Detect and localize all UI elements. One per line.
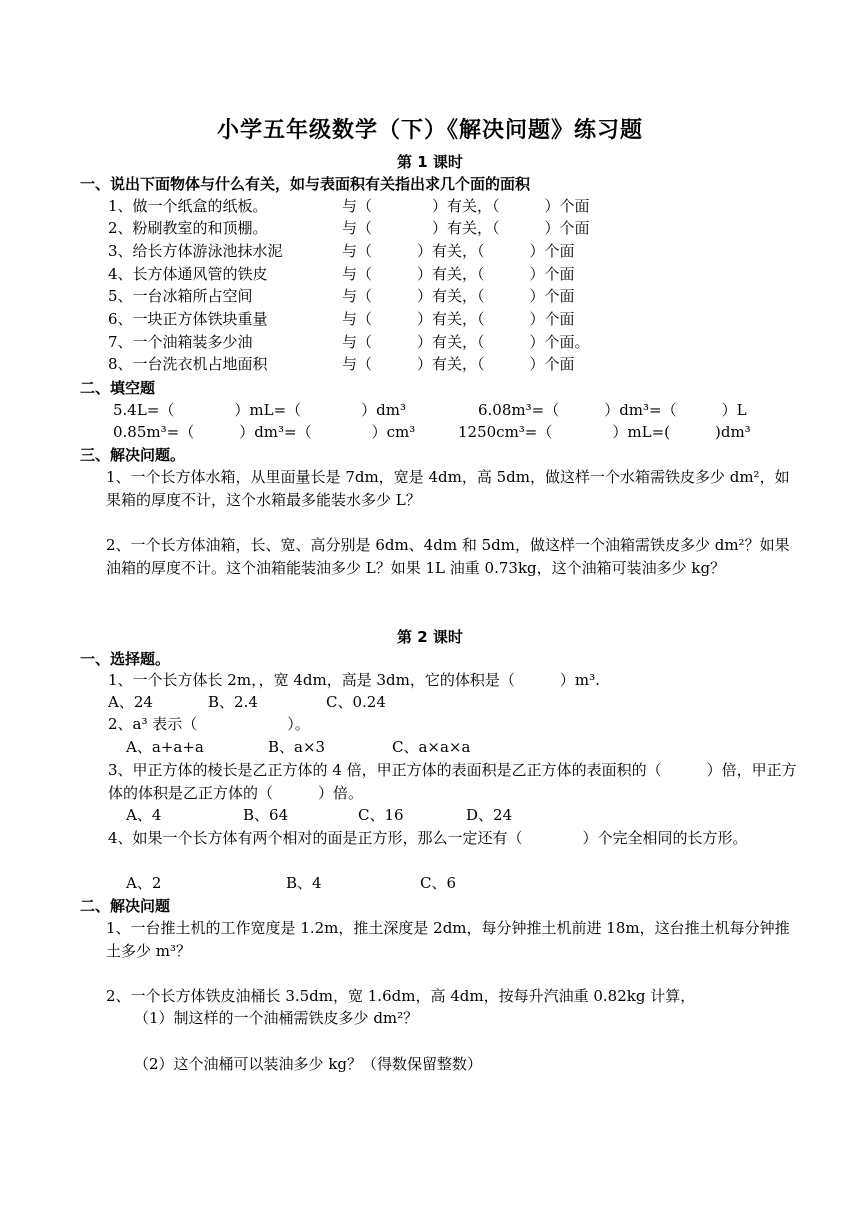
fill-blank-2b: 1250cm³=（ ）mL=( )dm³ [458, 423, 751, 441]
choice-q2-option-c: C、a×a×a [392, 738, 471, 756]
item-8-relation: 与（ ）有关，（ ）个面 [342, 355, 575, 373]
choice-q2-option-a: A、a+a+a [126, 738, 204, 756]
problems-section-heading: 二、解决问题 [80, 897, 171, 915]
item-3-relation: 与（ ）有关，（ ）个面 [342, 242, 575, 260]
page-title: 小学五年级数学（下）《解决问题》练习题 [216, 118, 643, 143]
lesson-2-label: 第 2 课时 [397, 628, 463, 646]
choice-q3-option-c: C、16 [358, 806, 404, 824]
fill-blank-2a: 0.85m³=（ ）dm³=（ ）cm³ [113, 423, 416, 441]
item-8-text: 8、一台洗衣机占地面积 [108, 355, 268, 373]
choice-q4-option-c: C、6 [420, 874, 457, 892]
choice-q1-option-c: C、0.24 [326, 693, 386, 711]
choice-q3-option-d: D、24 [466, 806, 513, 824]
choice-q2: 2、a³ 表示（ ）。 [108, 715, 310, 733]
problem-oil-drum-part-1: （1）制这样的一个油桶需铁皮多少 dm²？ [134, 1009, 419, 1027]
section-3-heading: 三、解决问题。 [80, 446, 186, 464]
item-5-text: 5、一台冰箱所占空间 [108, 287, 253, 305]
choice-q4-option-a: A、2 [126, 874, 162, 892]
item-1-text: 1、做一个纸盒的纸板。 [108, 197, 268, 215]
item-3-text: 3、给长方体游泳池抹水泥 [108, 242, 283, 260]
item-2-relation: 与（ ）有关，（ ）个面 [342, 219, 590, 237]
problem-1: 1、一个长方体水箱，从里面量长是 7dm，宽是 4dm，高 5dm，做这样一个水箱需铁皮多少 dm²，如果箱的厚度不计，这个水箱最多能装水多少 L？ [106, 468, 790, 509]
fill-blank-1a: 5.4L=（ ）mL=（ ）dm³ [113, 401, 406, 419]
choice-q3-option-a: A、4 [126, 806, 162, 824]
choice-section-heading: 一、选择题。 [80, 650, 171, 668]
item-6-relation: 与（ ）有关，（ ）个面 [342, 310, 575, 328]
choice-q1: 1、一个长方体长 2m，，宽 4dm，高是 3dm，它的体积是（ ）m³. [108, 671, 600, 689]
item-2-text: 2、粉刷教室的和顶棚。 [108, 219, 268, 237]
section-1-heading: 一、说出下面物体与什么有关，如与表面积有关指出求几个面的面积 [80, 175, 531, 193]
choice-q2-option-b: B、a×3 [268, 738, 326, 756]
choice-q1-option-a: A、24 [108, 693, 153, 711]
choice-q3-option-b: B、64 [243, 806, 289, 824]
problem-oil-drum-part-2: （2）这个油桶可以装油多少 kg？（得数保留整数） [134, 1055, 483, 1073]
choice-q1-option-b: B、2.4 [208, 693, 258, 711]
item-7-text: 7、一个油箱装多少油 [108, 333, 253, 351]
item-4-relation: 与（ ）有关，（ ）个面 [342, 265, 575, 283]
section-2-heading: 二、填空题 [80, 379, 156, 397]
fill-blank-1b: 6.08m³=（ ）dm³=（ ）L [478, 401, 747, 419]
choice-q3: 3、甲正方体的棱长是乙正方体的 4 倍，甲正方体的表面积是乙正方体的表面积的（ ）倍，甲正方体的体积是乙正方体的（ ）倍。 [108, 761, 797, 802]
item-1-relation: 与（ ）有关，（ ）个面 [342, 197, 590, 215]
problem-bulldozer: 1、一台推土机的工作宽度是 1.2m，推土深度是 2dm，每分钟推土机前进 18m，这台推土机每分钟推土多少 m³？ [106, 919, 790, 960]
choice-q4-option-b: B、4 [286, 874, 322, 892]
lesson-1-label: 第 1 课时 [397, 153, 463, 171]
problem-2: 2、一个长方体油箱，长、宽、高分别是 6dm、4dm 和 5dm，做这样一个油箱需铁皮多少 dm²？如果油箱的厚度不计。这个油箱能装油多少 L？如果 1L 油重 0.73kg，这个油箱可装油多少 kg？ [106, 536, 790, 577]
item-7-relation: 与（ ）有关，（ ）个面。 [342, 333, 590, 351]
item-6-text: 6、一块正方体铁块重量 [108, 310, 268, 328]
item-5-relation: 与（ ）有关，（ ）个面 [342, 287, 575, 305]
problem-oil-drum: 2、一个长方体铁皮油桶长 3.5dm，宽 1.6dm，高 4dm，按每升汽油重 0.82kg 计算， [106, 987, 696, 1005]
item-4-text: 4、长方体通风管的铁皮 [108, 265, 268, 283]
choice-q4: 4、如果一个长方体有两个相对的面是正方形，那么一定还有（ ）个完全相同的长方形。 [108, 829, 748, 847]
